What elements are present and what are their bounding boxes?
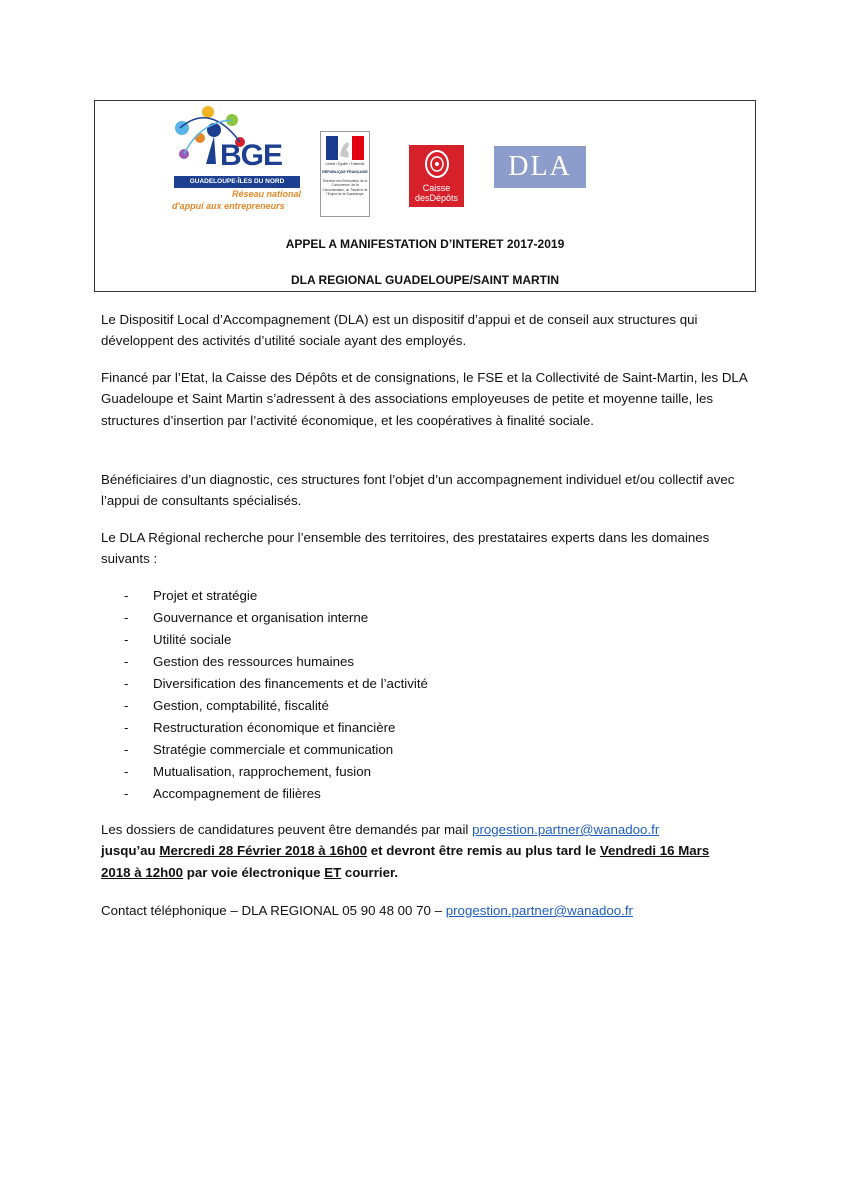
list-item: - Restructuration économique et financière	[124, 717, 428, 739]
deadline-date1: Mercredi 28 Février 2018 à 16h00	[159, 843, 368, 859]
list-item: - Projet et stratégie	[124, 585, 428, 607]
deadline-part3: par voie électronique	[183, 864, 325, 880]
contact-email-link[interactable]: progestion.partner@wanadoo.fr	[445, 903, 633, 918]
list-item: - Stratégie commerciale et communication	[124, 739, 428, 761]
doc-subtitle: DLA REGIONAL GUADELOUPE/SAINT MARTIN	[290, 273, 559, 287]
deadline-text	[101, 843, 709, 879]
paragraph-intro: Le Dispositif Local d’Accompagnement (DLA) est un dispositif d’appui et de conseil aux structures qui développent des activités d’utilité sociale ayant des employés.	[101, 312, 698, 349]
paragraph-beneficiaries: Bénéficiaires d’un diagnostic, ces structures font l’objet d’un accompagnement individuel et/ou collectif avec l’appui de consultants spécialisés.	[101, 472, 735, 509]
bge-tagline-1: Réseau national	[232, 189, 302, 199]
dla-logo-text: DLA	[508, 151, 572, 182]
deadline-part2: et devront être remis au plus tard le	[367, 843, 600, 859]
paragraph-financing: Financé par l’Etat, la Caisse des Dépôts et de consignations, le FSE et la Collectivité de Saint-Martin, les DLA Guadeloupe et Saint Martin s’adressent à des associations employeuses de petite et moyenne taille, les structures d’insertion par l’activité économique, et les coopératives à finalité sociale.	[101, 370, 747, 428]
contact-line	[101, 900, 761, 921]
contact-label: Contact téléphonique – DLA REGIONAL 05 90 48 00 70 –	[101, 903, 446, 918]
doc-title: APPEL A MANIFESTATION D’INTERET 2017-2019	[285, 237, 565, 251]
application-email-link[interactable]: progestion.partner@wanadoo.fr	[472, 822, 660, 837]
deadline-part4: courrier.	[341, 864, 399, 880]
paragraph-search: Le DLA Régional recherche pour l’ensemble des territoires, des prestataires experts dans les domaines suivants :	[101, 530, 710, 567]
list-item: - Utilité sociale	[124, 629, 428, 651]
republique-direction: Direction des Entreprises, de la Concurrence, de la Consommation, du Travail et de l'Emploi de la Guadeloupe	[322, 179, 368, 197]
bge-region: GUADELOUPE-ÎLES DU NORD	[174, 176, 300, 188]
bge-tagline-2: d'appui aux entrepreneurs	[172, 201, 285, 211]
list-item: - Diversification des financements et de l’activité	[124, 673, 428, 695]
list-item: - Gestion, comptabilité, fiscalité	[124, 695, 428, 717]
deadline-date2: Vendredi 16 Mars 2018 à 12h00	[101, 843, 710, 880]
list-item: - Mutualisation, rapprochement, fusion	[124, 761, 428, 783]
republique-title: RÉPUBLIQUE FRANÇAISE	[322, 170, 368, 174]
cdc-emblem-icon	[422, 148, 452, 180]
list-item: - Gouvernance et organisation interne	[124, 607, 428, 629]
application-intro: Les dossiers de candidatures peuvent être demandés par mail	[101, 822, 473, 837]
deadline-part1: jusqu’au	[101, 843, 160, 859]
paragraph-application	[101, 819, 721, 883]
republique-motto: Liberté • Égalité • Fraternité	[325, 162, 365, 166]
deadline-et: ET	[324, 864, 342, 880]
domains-list	[124, 585, 428, 805]
list-item: - Gestion des ressources humaines	[124, 651, 428, 673]
cdc-line2: desDépôts	[414, 193, 459, 203]
marianne-icon	[326, 136, 364, 160]
cdc-name	[409, 183, 464, 203]
list-item: - Accompagnement de filières	[124, 783, 428, 805]
bge-name: BGE	[220, 139, 283, 172]
cdc-line1: Caisse	[422, 183, 451, 193]
